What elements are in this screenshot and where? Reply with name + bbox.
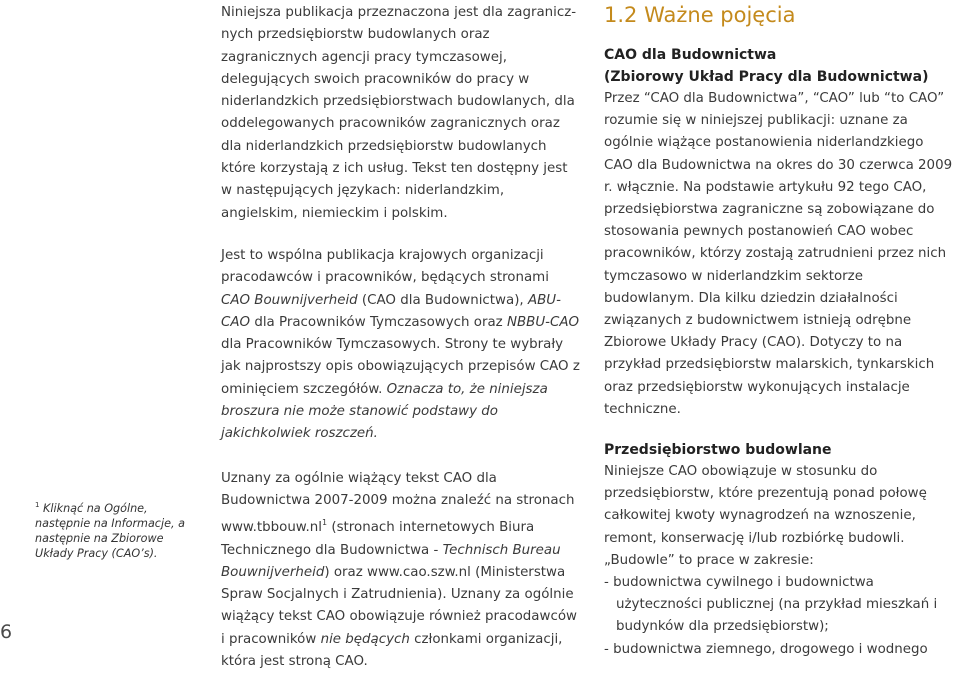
footnote <box>35 498 185 561</box>
firm-definition-text: Niniejsze CAO obowiązuje w stosunku do przedsiębiorstw, które prezentują ponad połowę całkowitej kwoty wynagrodzeń na wznoszenie, remont, konserwację i/lub rozbiórkę budowli. „Budowle” to prace w zakresie: <box>604 464 927 568</box>
page-number: 6 <box>0 621 13 643</box>
cao-heading-2: (Zbiorowy Układ Pracy dla Budownictwa) <box>604 69 929 85</box>
intro-paragraph: Niniejsza publikacja przeznaczona jest dla zagranicznych przedsiębiorstw budowlanych oraz zagranicznych agencji pracy tymczasowej, delegujących swoich pracowników do pracy w niderlandzkich przedsiębiorstwach budowlanych, dla oddelegowanych pracowników zagranicznych oraz dla niderlandzkich przedsiębiorstw budowlanych które korzystają z ich usług. Tekst ten dostępny jest w następujących językach: niderlandzkim, angielskim, niemieckim i polskim. <box>221 5 577 221</box>
footnote-marker: 1 <box>35 501 40 509</box>
right-column <box>604 0 954 661</box>
cao-definition-text: Przez “CAO dla Budownictwa”, “CAO” lub “to CAO” rozumie się w niniejszej publikacji: uznane za ogólnie wiążące postanowienia niderlandzkiego CAO dla Budownictwa na okres do 30 czerwca 2009 r. włącznie. Na podstawie artykułu 92 tego CAO, przedsiębiorstwa zagraniczne są zobowiązane do stosowania pewnych postanowień CAO wobec pracowników, którzy zostają zatrudnieni przez nich tymczasowo w niderlandzkim sektorze budowlanym. Dla kilku dziedzin działalności związanych z budownictwem istnieją odrębne Zbiorowe Układy Pracy (CAO). Dotyczy to na przykład przedsiębiorstw malarskich, tynkarskich oraz przedsiębiorstw wykonujących instalacje techniczne. <box>604 91 953 417</box>
footnote-text: Kliknąć na Ogólne, następnie na Informacje, a następnie na Zbiorowe Układy Pracy (CAO’s). <box>35 502 185 560</box>
disclaimer-text: Oznacza to, że niniejsza broszura nie może stanowić podstawy do jakichkolwiek roszczeń. <box>221 381 548 442</box>
list-item: - budownictwa ziemnego, drogowego i wodnego <box>604 641 928 657</box>
cao-heading-1: CAO dla Budownictwa <box>604 47 777 63</box>
cao-sources-paragraph: Uznany za ogólnie wiążący tekst CAO dla Budownictwa 2007-2009 można znaleźć na stronach $www.tbbouw.nl^1$ (stronach internetowych Biura Technicznego dla Budownictwa - Technisch Bureau Bouwnijverheid) oraz www.cao.szw.nl (Ministerstwa Spraw Socjalnych i Zatrudnienia). Uznany za ogólnie wiążący tekst CAO obowiązuje również pracodawców i pracowników nie będących członkami organizacji, która jest stroną CAO. <box>221 470 577 670</box>
firm-heading: Przedsiębiorstwo budowlane <box>604 442 832 459</box>
middle-column <box>221 2 581 673</box>
list-item: - budownictwa cywilnego i budownictwa użyteczności publicznej (na przykład mieszkań i budynków dla przedsiębiorstw); <box>604 575 938 635</box>
footnote-ref: 1 <box>322 518 328 528</box>
joint-publication-paragraph: Jest to wspólna publikacja krajowych organizacji pracodawców i pracowników, będących stronami CAO Bouwnijverheid (CAO dla Budownictwa), ABU-CAO dla Pracowników Tymczasowych oraz NBBU-CAO dla Pracowników Tymczasowych. Strony te wybrały jak najprostszy opis obowiązujących przepisów CAO z ominięciem szczegółów. Oznacza to, że niniejsza broszura nie może stanowić podstawy do jakichkolwiek roszczeń. <box>221 247 580 442</box>
section-title: 1.2 Ważne pojęcia <box>604 3 796 27</box>
